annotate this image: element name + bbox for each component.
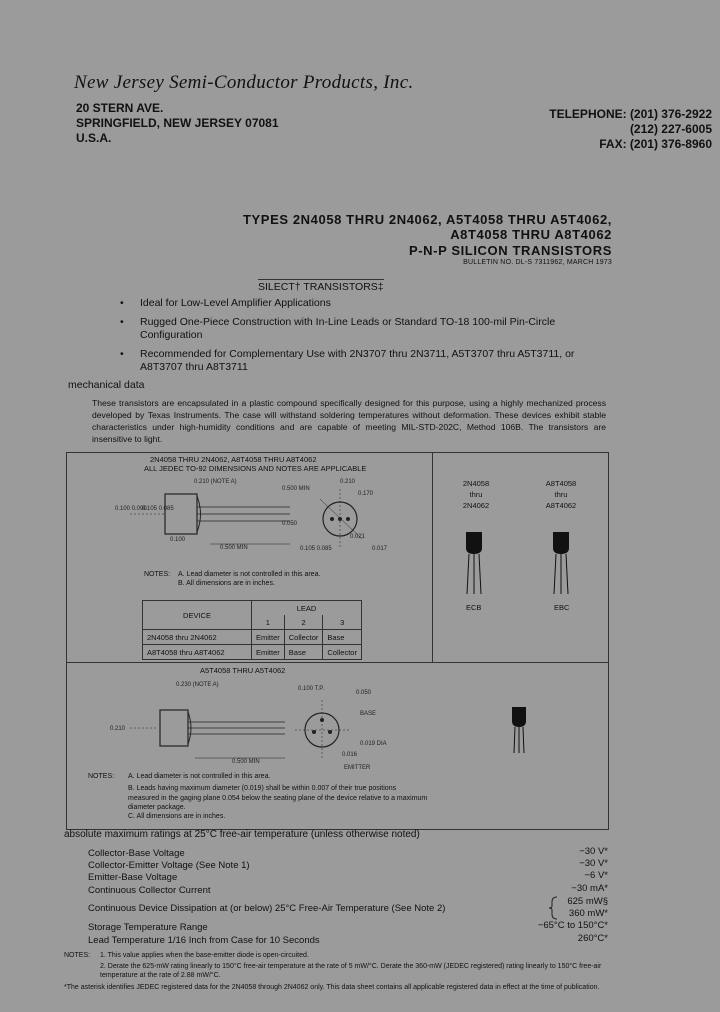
phone-line-1: TELEPHONE: (201) 376-2922 — [549, 107, 712, 121]
rating-label: Collector-Emitter Voltage (See Note 1) — [88, 860, 250, 871]
package1-title: 2N4058 THRU 2N4062, A8T4058 THRU A8T4062 — [150, 455, 317, 464]
package1-notes-label: NOTES: — [144, 571, 171, 578]
table-row — [143, 630, 362, 645]
rating-label: Storage Temperature Range — [88, 922, 208, 933]
footnote-1: 1. This value applies when the base-emitter diode is open-circuited. — [100, 952, 309, 959]
rating-label: Lead Temperature 1/16 Inch from Case for 10 Seconds — [88, 935, 320, 946]
lead-number: 2 — [284, 615, 323, 630]
dim-label: BASE — [360, 711, 377, 717]
address-line-1: 20 STERN AVE. — [76, 101, 164, 115]
device-lead-table — [142, 600, 362, 660]
bullet-icon: • — [120, 297, 124, 309]
bullet-icon: • — [120, 348, 124, 360]
ratings-heading: absolute maximum ratings at 25°C free-air temperature (unless otherwise noted) — [64, 829, 420, 840]
transistor-icon — [508, 705, 530, 755]
package1-outline-drawing — [100, 474, 410, 564]
dim-label: 0.017 — [372, 546, 388, 552]
address-line-3: U.S.A. — [76, 131, 112, 145]
mechanical-heading: mechanical data — [68, 379, 145, 391]
footnote-2: 2. Derate the 625-mW rating linearly to 150°C free-air temperature at the rate of 5 mW/°C. Derate the 360-mW (JEDEC registered) rating linearly to 150°C free-air temperature at the rate of 2.88 mW/°C. — [100, 963, 602, 979]
company-phone — [549, 107, 712, 152]
feature-list — [120, 297, 590, 374]
side-pkg-right-name2: A8T4062 — [545, 501, 577, 510]
package2-note-b: B. Leads having maximum diameter (0.019) shall be within 0.007 of their true positions measured in the gaging plane 0.054 below the seating plane of the device relative to a maximum diameter package. — [128, 785, 428, 811]
dim-label: 0.500 MIN — [220, 545, 248, 551]
lead-number: 1 — [252, 615, 285, 630]
lead-cell: Collector — [323, 645, 362, 660]
feature-text: Recommended for Complementary Use with 2N3707 thru 2N3711, A5T3707 thru A5T3711, or A8T3707 thru A8T3711 — [140, 348, 575, 373]
bullet-icon: • — [120, 316, 124, 328]
package2-note-a: A. Lead diameter is not controlled in this area. — [128, 773, 271, 780]
frame-divider-vertical — [432, 452, 433, 662]
lead-cell: Emitter — [252, 630, 285, 645]
device-cell: A8T4058 thru A8T4062 — [143, 645, 252, 660]
title-line-3: P-N-P SILICON TRANSISTORS — [408, 243, 612, 258]
side-pkg-left-thru: thru — [469, 490, 483, 499]
bulletin-number: BULLETIN NO. DL-S 7311962, MARCH 1973 — [463, 259, 612, 266]
lead-column-header: LEAD — [252, 601, 362, 616]
feature-item — [120, 316, 590, 342]
silect-heading: SILECT† TRANSISTORS‡ — [258, 281, 384, 293]
frame-divider-horizontal — [66, 662, 608, 663]
rating-label: Emitter-Base Voltage — [88, 872, 178, 883]
package1-note-a: A. Lead diameter is not controlled in this area. — [178, 571, 321, 578]
device-column-header: DEVICE — [143, 601, 252, 630]
lead-number: 3 — [323, 615, 362, 630]
footnote-asterisk: *The asterisk identifies JEDEC registered data for the 2N4058 through 2N4062 only. This data sheet contains all applicable registered data in effect at the time of publication. — [64, 984, 600, 991]
package2-notes-label: NOTES: — [88, 773, 115, 780]
side-pkg-left-name2: 2N4062 — [462, 501, 490, 510]
rating-value: 360 mW* — [568, 908, 608, 919]
rating-label: Continuous Device Dissipation at (or below) 25°C Free-Air Temperature (See Note 2) — [88, 903, 446, 914]
lead-cell: Emitter — [252, 645, 285, 660]
side-pkg-right-name: A8T4058 — [545, 479, 577, 488]
package2-note-c: C. All dimensions are in inches. — [128, 813, 226, 820]
dim-label: 0.019 DIA — [360, 741, 387, 747]
rating-value: −65°C to 150°C* — [537, 920, 608, 931]
rating-value: 625 mW§ — [567, 896, 608, 907]
side-pkg-right-label — [541, 478, 581, 511]
side-pkg-right-pins: EBC — [554, 603, 570, 612]
dim-label: 0.170 — [358, 491, 374, 497]
side-pkg-left-label — [458, 478, 494, 511]
rating-value: −30 V* — [579, 858, 608, 869]
dim-label: 0.021 — [350, 534, 366, 540]
rating-value: −6 V* — [584, 870, 608, 881]
dim-label: 0.100 — [170, 537, 186, 543]
dim-label: 0.210 — [340, 479, 356, 485]
dim-label: 0.500 MIN — [232, 759, 260, 765]
phone-line-2: (212) 227-6005 — [629, 122, 712, 136]
lead-cell: Base — [284, 645, 323, 660]
rating-value: 260°C* — [577, 933, 608, 944]
dim-label: 0.500 MIN — [282, 486, 310, 492]
rating-label: Continuous Collector Current — [88, 885, 211, 896]
title-line-1: TYPES 2N4058 THRU 2N4062, A5T4058 THRU A5T4062, — [243, 212, 612, 227]
transistor-icon — [460, 528, 490, 598]
side-pkg-left-pins: ECB — [466, 603, 482, 612]
feature-text: Rugged One-Piece Construction with In-Line Leads or Standard TO-18 100-mil Pin-Circle Configuration — [140, 316, 556, 341]
feature-text: Ideal for Low-Level Amplifier Applications — [140, 297, 331, 309]
feature-item — [120, 348, 590, 374]
dim-label: 0.210 — [110, 726, 126, 732]
mechanical-text: These transistors are encapsulated in a plastic compound specifically designed for this purpose, using a highly mechanized process developed by Texas Instruments. The case will withstand soldering temperatures without deformation. These devices exhibit stable characteristics under high-humidity conditions and are capable of meeting MIL-STD-202C, Method 106B. The transistors are insensitive to light. — [92, 398, 606, 444]
table-row — [143, 645, 362, 660]
rating-value: −30 V* — [579, 846, 608, 857]
dim-label: 0.105 0.085 — [300, 546, 332, 552]
phone-line-3: FAX: (201) 376-8960 — [599, 137, 712, 151]
footnotes-label: NOTES: — [64, 952, 91, 959]
title-line-2: A8T4058 THRU A8T4062 — [450, 227, 612, 242]
dim-label: 0.100 T.P. — [298, 686, 325, 692]
dim-label: 0.100 0.090 — [115, 506, 147, 512]
dim-label: 0.016 — [342, 752, 358, 758]
dim-label: 0.105 0.085 — [142, 506, 174, 512]
address-line-2: SPRINGFIELD, NEW JERSEY 07081 — [76, 116, 279, 130]
package1-note-b: B. All dimensions are in inches. — [178, 580, 275, 587]
feature-item — [120, 297, 590, 310]
dim-label: EMITTER — [344, 765, 371, 771]
lead-cell: Base — [323, 630, 362, 645]
package1-subtitle: ALL JEDEC TO-92 DIMENSIONS AND NOTES ARE APPLICABLE — [144, 464, 367, 473]
dim-label: 0.050 — [356, 690, 372, 696]
device-cell: 2N4058 thru 2N4062 — [143, 630, 252, 645]
table-header-row — [143, 601, 362, 616]
dim-label: 0.230 (NOTE A) — [176, 682, 219, 688]
package2-title: A5T4058 THRU A5T4062 — [200, 666, 286, 675]
rating-value: −30 mA* — [571, 883, 608, 894]
rating-label: Collector-Base Voltage — [88, 848, 185, 859]
brace-icon — [548, 896, 558, 920]
company-name: New Jersey Semi-Conductor Products, Inc. — [74, 72, 414, 93]
company-address — [76, 101, 279, 146]
side-pkg-left-name: 2N4058 — [462, 479, 490, 488]
dim-label: 0.210 (NOTE A) — [194, 479, 237, 485]
side-pkg-right-thru: thru — [554, 490, 568, 499]
dim-label: 0.050 — [282, 521, 298, 527]
transistor-icon — [547, 528, 577, 598]
lead-cell: Collector — [284, 630, 323, 645]
